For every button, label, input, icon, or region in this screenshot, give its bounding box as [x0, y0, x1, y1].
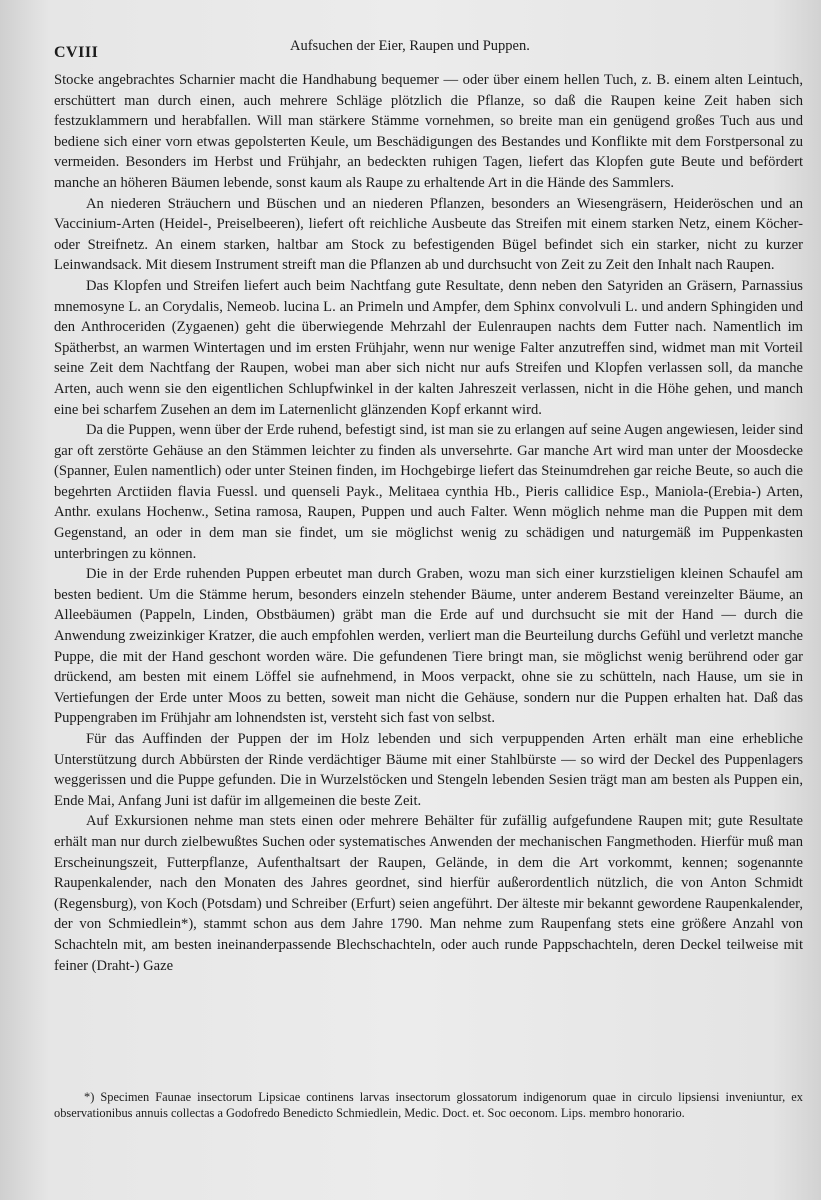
body-text — [54, 70, 803, 976]
page-header — [54, 30, 803, 64]
paragraph-3: Das Klopfen und Streifen liefert auch beim Nachtfang gute Resultate, denn neben den Satyriden an Gräsern, Parnassius mnemosyne L. an Corydalis, Nemeob. lucina L. an Primeln und Ampfer, dem Sphinx convolvuli L. und andern Sphingiden und den Anthroceriden (Zygaenen) geht die überwiegende Mehrzahl der Eulenraupen nachts dem Futter nach. Namentlich im Spätherbst, an warmen Wintertagen und im ersten Frühjahr, wenn nur wenige Falter anzutreffen sind, widmet man mit Vorteil seine Zeit dem Nachtfang der Raupen, wobei man aber sich nicht nur aufs Streifen und Klopfen verlassen soll, da manche Arten, auch wenn sie den eigentlichen Schlupfwinkel in der kalten Jahreszeit verlassen, nicht in die Höhe gehen, und manch eine bei scharfem Zusehen an dem im Laternenlicht glänzenden Kopf erkannt wird. — [54, 277, 803, 418]
paragraph-2: An niederen Sträuchern und Büschen und an niederen Pflanzen, besonders an Wiesengräsern, Heideröschen und an Vaccinium-Arten (Heidel-, Preiselbeeren), liefert oft reichliche Ausbeute das Streifen mit einem starken Netz, einem Köcher- oder Streifnetz. An einem starken, haltbar am Stock zu befestigenden Bügel befindet sich ein starker, nicht zu kurzer Leinwandsack. Mit diesem Instrument streift man die Pflanzen ab und durchsucht von Zeit zu Zeit den Inhalt nach Raupen. — [54, 195, 803, 274]
paragraph-1: Stocke angebrachtes Scharnier macht die Handhabung bequemer — oder über einem hellen Tuch, z. B. einem alten Leintuch, erschüttert man durch einen, auch mehrere Schläge plötzlich die Pflanze, so daß die Raupen keine Zeit haben sich festzuklammern und herabfallen. Will man stärkere Stämme vornehmen, so breite man ein genügend großes Tuch aus und bediene sich einer vorn etwas gepolsterten Keule, um Beschädigungen des Bestandes und Konflikte mit dem Forstpersonal zu vermeiden. Besonders im Herbst und Frühjahr, an bedeckten ruhigen Tagen, liefert das Klopfen gute Beute und befördert manche an höheren Bäumen lebende, sonst kaum als Raupe zu erhaltende Art in die Hände des Sammlers. — [54, 72, 803, 191]
paragraph-4: Da die Puppen, wenn über der Erde ruhend, befestigt sind, ist man sie zu erlangen auf seine Augen angewiesen, leider sind gar oft zerstörte Gehäuse an den Stämmen leichter zu finden als unversehrte. Gar manche Art wird man unter der Moosdecke (Spanner, Eulen namentlich) oder unter Steinen finden, im Hochgebirge liefert das Steinumdrehen gar reiche Beute, so auch die begehrten Arctiiden flavia Fuessl. und quenseli Payk., Melitaea cynthia Hb., Pieris callidice Esp., Maniola-(Erebia-) Arten, Anthr. exulans Hochenw., Setina ramosa, Raupen, Puppen und auch Falter. Wenn möglich nehme man die Puppen mit dem Gegenstand, an oder in dem man sie findet, um sie möglichst wenig zu schädigen und naturgemäß im Puppenkasten unterbringen zu können. — [54, 422, 803, 562]
paragraph-5: Die in der Erde ruhenden Puppen erbeutet man durch Graben, wozu man sich einer kurzstieligen kleinen Schaufel am besten bedient. Um die Stämme herum, besonders einzeln stehender Bäume, unter anderem Bestand vereinzelter Bäume, an Alleebäumen (Pappeln, Linden, Obstbäumen) gräbt man die Erde auf und durchsucht sie mit der Hand — durch die Anwendung zweizinkiger Kratzer, die auch empfohlen werden, verliert man die Beurteilung durchs Gefühl und verletzt manche Puppe, die mit der Hand geschont worden wäre. Die gefundenen Tiere bringt man, sie möglichst wenig berührend oder gar drückend, am besten mit einem Löffel sie aufnehmend, in Moos verpackt, ohne sie zu schütteln, nach Hause, um sie in Vertiefungen der Erde unter Moos zu betten, soweit man nicht die Gehäuse, sondern nur die Puppen erhalten hat. Daß das Puppengraben im Frühjahr am lohnendsten ist, versteht sich fast von selbst. — [54, 566, 803, 727]
page-number: CVIII — [54, 44, 99, 61]
paragraph-6: Für das Auffinden der Puppen der im Holz lebenden und sich verpuppenden Arten erhält man eine erhebliche Unterstützung durch Abbürsten der Rinde verdächtiger Bäume mit einer Stahlbürste — so wird der Deckel des Puppenlagers weggerissen und die Puppe gefunden. Die in Wurzelstöcken und Stengeln lebenden Sesien trägt man am besten als Puppen ein, Ende Mai, Anfang Juni ist dafür im allgemeinen die beste Zeit. — [54, 731, 803, 809]
footnote-text: *) Specimen Faunae insectorum Lipsicae continens larvas insectorum glossatorum indigenorum quae in circulo lipsiensi inveniuntur, ex observationibus annuis collectas a Godofredo Benedicto Schmiedlein, Medic. Doct. et. Soc oeconom. Lips. membro honorario. — [54, 1090, 803, 1120]
paragraph-7: Auf Exkursionen nehme man stets einen oder mehrere Behälter für zufällig aufgefundene Raupen mit; gute Resultate erhält man nur durch zielbewußtes Suchen oder systematisches Anwenden der mechanischen Fangmethoden. Hierfür muß man Erscheinungszeit, Futterpflanze, Aufenthaltsart der Raupen, Gelände, in dem die Art vorkommt, kennen; sogenannte Raupenkalender, nach den Monaten des Jahres geordnet, sind hierfür außerordentlich nützlich, die von Anton Schmidt (Regensburg), von Koch (Potsdam) und Schreiber (Erfurt) seien angeführt. Der älteste mir bekannt gewordene Raupenkalender, der von Schmiedlein*), stammt schon aus dem Jahre 1790. Man nehme zum Raupenfang stets eine größere Anzahl von Schachteln mit, am besten ineinanderpassende Blechschachteln, oder auch runde Pappschachteln, deren Deckel teilweise mit feiner (Draht-) Gaze — [54, 813, 803, 974]
footnote — [54, 1090, 803, 1121]
running-title: Aufsuchen der Eier, Raupen und Puppen. — [290, 38, 530, 54]
